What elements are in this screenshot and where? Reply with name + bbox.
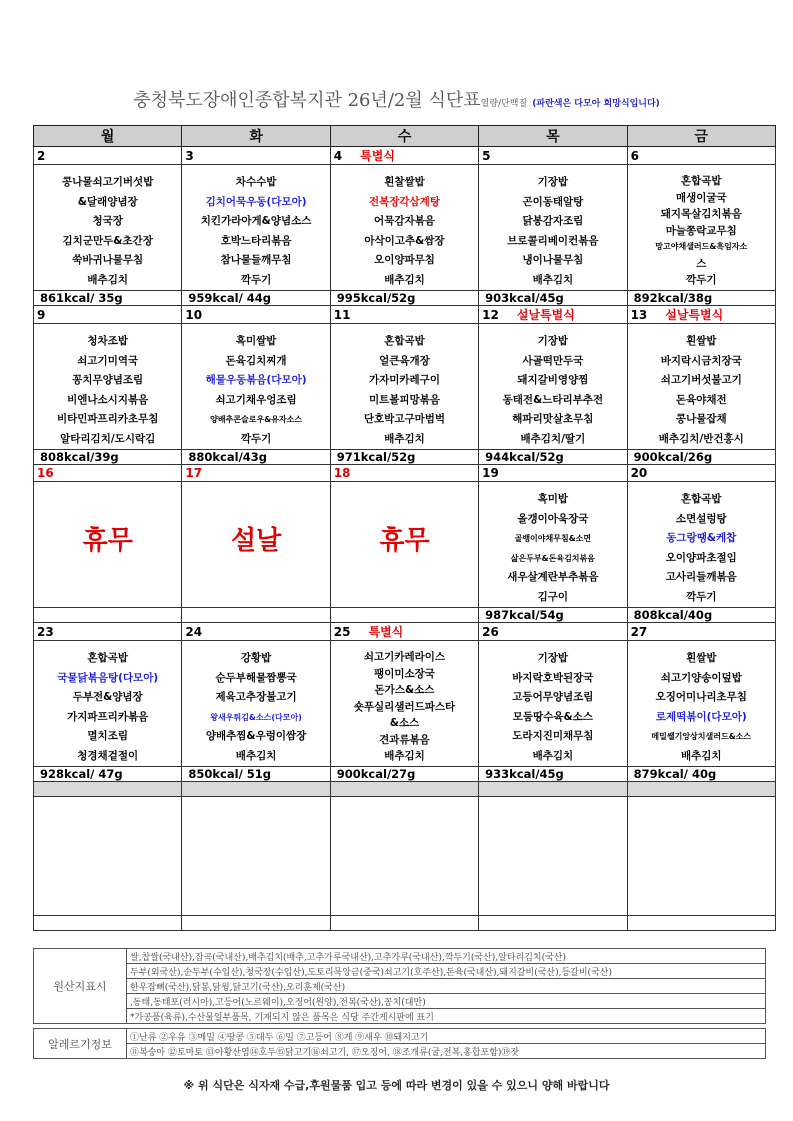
- menu-item-list: [479, 641, 626, 766]
- menu-cell: [182, 641, 330, 767]
- weekday-fri: 금: [627, 126, 775, 147]
- origin-line: 쌀,찹쌀(국내산),잡곡(국내산),배추김치(배추,고추가루국내산),고추가루(국내산),깍두기(국산),알타리김치(국산): [127, 949, 766, 964]
- menu-item: 냉이나물무침: [522, 254, 584, 266]
- footer-note: ※ 위 식단은 식자재 수급,후원물품 입고 등에 따라 변경이 있을 수 있으니 양해 바랍니다: [183, 1079, 610, 1092]
- date-number: 6: [630, 148, 639, 163]
- date-number: 12: [482, 308, 499, 322]
- menu-item: 전복장각삼계탕: [368, 195, 440, 208]
- menu-cell: [182, 324, 330, 450]
- menu-cell: [330, 324, 478, 450]
- kcal-cell: 808kcal/40g: [627, 608, 775, 623]
- empty-cell: [182, 916, 330, 931]
- date-cell: [182, 306, 330, 324]
- origin-row: [34, 1009, 766, 1024]
- menu-item: 해물우동볶음(다모아): [205, 374, 307, 386]
- menu-item: 혼합곡밥: [384, 335, 425, 347]
- menu-item: 깍두기: [240, 273, 272, 286]
- menu-item-list: [628, 165, 775, 289]
- date-cell: [627, 465, 775, 482]
- kcal-cell: 808kcal/39g: [34, 450, 182, 465]
- menu-item: 김치어묵우동(다모아): [205, 195, 307, 208]
- kcal-cell: 944kcal/52g: [479, 450, 627, 465]
- kcal-cell: [182, 608, 330, 623]
- menu-item: 치킨가라아게&양념소스: [200, 215, 312, 227]
- special-meal-badge: 특별식: [368, 625, 404, 639]
- menu-item: 매생이굴국: [675, 191, 727, 204]
- menu-item: 기장밥: [537, 652, 569, 664]
- menu-item: 콩나물쇠고기버섯밥: [62, 176, 154, 188]
- empty-cell: [479, 797, 627, 916]
- menu-cell: [182, 482, 330, 608]
- date-cell: [34, 623, 182, 641]
- kcal-cell: 879kcal/ 40g: [627, 767, 775, 782]
- menu-item: 오이양파초절임: [665, 551, 737, 564]
- menu-item: 차수수밥: [235, 176, 277, 188]
- menu-cell: [479, 482, 627, 608]
- menu-cell: [34, 482, 182, 608]
- menu-item: 배추김치: [532, 749, 574, 762]
- menu-item: 쇠고기버섯불고기: [660, 374, 742, 386]
- holiday-label: 설날: [230, 526, 282, 556]
- menu-row: [34, 482, 776, 608]
- menu-item: 올갱이아욱장국: [517, 512, 589, 525]
- menu-item: 국물닭볶음탕(다모아): [57, 671, 159, 684]
- allergy-line: ①난류 ②우유 ③메밀 ④땅콩 ⑤대두 ⑥밀 ⑦고등어 ⑧게 ⑨새우 ⑩돼지고기: [127, 1029, 766, 1044]
- holiday-label: 휴무: [379, 526, 430, 556]
- menu-item: 청차조밥: [87, 335, 128, 347]
- menu-item: 깍두기: [686, 590, 717, 603]
- date-number: 18: [333, 466, 351, 480]
- menu-item: 스: [696, 257, 707, 270]
- menu-item: 청국장: [92, 215, 123, 227]
- menu-table: [33, 125, 776, 931]
- menu-item: 견과류볶음: [379, 733, 430, 746]
- menu-cell: [627, 641, 775, 767]
- menu-item: 미트볼피망볶음: [368, 393, 440, 406]
- origin-line: ,동태,동태포(러시아),고등어(노르웨이),오징어(원양),전복(국산),꽁치(대만): [127, 994, 766, 1009]
- empty-cell: [182, 782, 330, 797]
- kcal-cell: 900kcal/27g: [330, 767, 478, 782]
- menu-cell: [627, 324, 775, 450]
- menu-item: 도라지진미채무침: [512, 730, 594, 742]
- date-number: 26: [482, 624, 499, 639]
- kcal-cell: 880kcal/43g: [182, 450, 330, 465]
- menu-item: 비타민파프리카초무침: [56, 413, 159, 425]
- weekday-tue: 화: [182, 126, 330, 147]
- date-cell: [479, 306, 627, 324]
- menu-item: 닭봉감자조림: [522, 215, 584, 227]
- kcal-cell: 971kcal/52g: [330, 450, 478, 465]
- origin-row: [34, 979, 766, 994]
- weekday-wed: 수: [330, 126, 478, 147]
- menu-item: &달래양념장: [77, 195, 138, 208]
- date-number: 10: [185, 307, 203, 322]
- weekday-mon: 월: [34, 126, 182, 147]
- menu-item: 해파리맛살초무침: [512, 413, 594, 425]
- origin-row: [34, 949, 766, 964]
- menu-item: 두부전&양념장: [72, 691, 143, 703]
- menu-cell: [34, 165, 182, 291]
- menu-item: 가자미카레구이: [368, 374, 440, 386]
- menu-item: 왕새우튀김&소스(다모아): [210, 712, 302, 722]
- menu-item: 깍두기: [686, 274, 717, 286]
- date-cell: [627, 623, 775, 641]
- menu-item: 배추김치/반건홍시: [658, 432, 744, 445]
- date-cell: [330, 623, 478, 641]
- date-number: 16: [37, 466, 54, 480]
- menu-item: 청경채겉절이: [77, 749, 139, 762]
- menu-item: 단호박고구마범벅: [363, 413, 446, 425]
- menu-item-list: [182, 324, 329, 449]
- menu-row: [34, 324, 776, 450]
- origin-line: *가공품(육류),수산물일부품목, 기재되지 않은 품목은 식당 주간게시판에 표기: [127, 1009, 766, 1024]
- menu-item-list: [182, 641, 329, 766]
- date-cell: [479, 623, 627, 641]
- empty-cell: [330, 797, 478, 916]
- menu-item: 동그랑땡&케찹: [666, 532, 737, 544]
- menu-item-list: [34, 641, 181, 766]
- date-cell: [330, 306, 478, 324]
- menu-item: 얼큰육개장: [379, 354, 430, 367]
- empty-row: [34, 797, 776, 916]
- date-number: 20: [630, 466, 648, 480]
- kcal-cell: 928kcal/ 47g: [34, 767, 182, 782]
- menu-item: 꽁치무양념조림: [72, 374, 144, 386]
- date-number: 27: [630, 624, 648, 639]
- menu-item: &소스: [389, 717, 420, 729]
- empty-cell: [627, 782, 775, 797]
- kcal-cell: 861kcal/ 35g: [34, 291, 182, 306]
- menu-item: 순두부해물짬뽕국: [215, 671, 297, 684]
- kcal-row: [34, 291, 776, 306]
- menu-item: 참나물들깨무침: [220, 254, 292, 266]
- menu-row: [34, 165, 776, 291]
- kcal-cell: 903kcal/45g: [479, 291, 627, 306]
- date-row: [34, 465, 776, 482]
- kcal-row: [34, 608, 776, 623]
- origin-label: 원산지표시: [34, 949, 127, 1024]
- page-title: [0, 86, 793, 112]
- menu-item-list: [34, 324, 181, 449]
- menu-cell: [479, 165, 627, 291]
- date-number: 9: [37, 307, 46, 322]
- menu-item: 곤이동태알탕: [522, 195, 584, 208]
- menu-item: 혼합곡밥: [680, 175, 722, 187]
- menu-row: [34, 641, 776, 767]
- kcal-cell: 933kcal/45g: [479, 767, 627, 782]
- menu-item: 어묵감자볶음: [374, 215, 435, 227]
- menu-item: 배추김치: [87, 273, 128, 286]
- menu-item: 알타리김치/도시락김: [60, 432, 156, 445]
- menu-item: 김구이: [537, 590, 569, 603]
- menu-item: 기장밥: [537, 176, 569, 188]
- date-cell: [330, 465, 478, 482]
- menu-item: 망고야채샐러드&흑임자소: [655, 242, 748, 251]
- menu-item: 새우살계란부추볶음: [507, 571, 599, 583]
- menu-item: 제육고추장불고기: [215, 691, 297, 703]
- menu-item: 호박느타리볶음: [220, 234, 292, 247]
- allergy-table: [33, 1028, 766, 1059]
- menu-cell: [182, 165, 330, 291]
- date-number: 19: [482, 466, 499, 480]
- menu-item: 기장밥: [537, 335, 569, 347]
- date-number: 13: [630, 308, 648, 322]
- empty-cell: [627, 797, 775, 916]
- date-number: 24: [185, 624, 203, 639]
- empty-cell: [330, 916, 478, 931]
- empty-row: [34, 916, 776, 931]
- menu-item: 소면설렁탕: [675, 512, 727, 525]
- menu-item: 가지파프리카볶음: [67, 710, 149, 723]
- allergy-label: 알레르기정보: [34, 1029, 127, 1059]
- menu-item: 로제떡볶이(다모아): [655, 710, 747, 723]
- weekday-header-row: [34, 126, 776, 147]
- menu-item: 혼합곡밥: [680, 493, 722, 505]
- menu-item-list: [331, 165, 478, 290]
- menu-item: 마늘쫑락교무침: [665, 224, 737, 237]
- kcal-cell: 959kcal/ 44g: [182, 291, 330, 306]
- date-number: 3: [185, 148, 194, 163]
- date-cell: [627, 306, 775, 324]
- menu-item: 돈육야채전: [675, 393, 727, 406]
- menu-item: 바지락시금치장국: [660, 354, 742, 367]
- menu-item: 동태전&느타리부추전: [502, 393, 604, 406]
- holiday-label: 휴무: [82, 526, 133, 556]
- date-cell: [479, 147, 627, 165]
- kcal-cell: 892kcal/38g: [627, 291, 775, 306]
- kcal-cell: [330, 608, 478, 623]
- menu-cell: [479, 641, 627, 767]
- date-row: [34, 623, 776, 641]
- title-text: 충청북도장애인종합복지관 26년/2월 식단표: [133, 90, 481, 111]
- empty-cell: [182, 797, 330, 916]
- menu-item: 오징어미나리초무침: [655, 691, 747, 703]
- date-number: 2: [37, 148, 46, 163]
- special-meal-badge: 설날특별식: [665, 308, 724, 322]
- empty-cell: [34, 782, 182, 797]
- menu-item: 삶은두부&돈육김치볶음: [510, 553, 595, 563]
- menu-item: 배추김치/딸기: [520, 432, 586, 445]
- menu-item: 팽이미소장국: [374, 667, 435, 680]
- menu-item: 사골떡만두국: [522, 354, 584, 367]
- menu-item: 흰쌀밥: [686, 652, 717, 664]
- kcal-cell: 987kcal/54g: [479, 608, 627, 623]
- origin-line: 두부(외국산),순두부(수입산),청국장(수입산),도토리묵앙금(중국)쇠고기(호주산),돈육(국내산),돼지갈비(국산),등갈비(국산): [127, 964, 766, 979]
- menu-cell: [627, 482, 775, 608]
- menu-item: 배추김치: [384, 432, 425, 445]
- menu-item-list: [331, 641, 478, 765]
- menu-item-list: [479, 165, 626, 290]
- menu-item: 양배추콘슬로우&유자소스: [210, 415, 303, 424]
- menu-item: 쇠고기채우엉조림: [215, 393, 297, 406]
- menu-item: 오이양파무침: [374, 254, 435, 266]
- allergy-line: ⑪복숭아 ⑫토마토 ⑬아황산염⑭호두⑮닭고기⑯쇠고기, ⑰오징어, ⑱조개류(굴,전복,홍합포함)⑲잣: [127, 1044, 766, 1059]
- menu-item: 아삭이고추&쌈장: [364, 234, 445, 247]
- origin-line: 한우잡뼈(국산),닭봉,닭윙,닭고기(국산),오리훈제(국산): [127, 979, 766, 994]
- menu-item: 깍두기: [240, 432, 272, 445]
- menu-item: 고등어무양념조림: [512, 691, 594, 703]
- menu-item: 메밀쌜기앙상치샐러드&소스: [651, 732, 752, 741]
- kcal-cell: 900kcal/26g: [627, 450, 775, 465]
- menu-cell: [34, 324, 182, 450]
- menu-item: 숏푸실리샐러드파스타: [353, 700, 456, 713]
- empty-cell: [34, 916, 182, 931]
- menu-item: 흑미밥: [537, 493, 569, 505]
- allergy-row: [34, 1029, 766, 1044]
- date-cell: [34, 465, 182, 482]
- menu-item: 배추김치: [532, 273, 574, 286]
- date-cell: [182, 147, 330, 165]
- menu-item-list: [479, 482, 626, 607]
- kcal-cell: 995kcal/52g: [330, 291, 478, 306]
- menu-cell: [330, 165, 478, 291]
- menu-item-list: [628, 641, 775, 766]
- empty-cell: [479, 782, 627, 797]
- menu-item: 골뱅이야채무침&소면: [514, 534, 592, 543]
- kcal-row: [34, 450, 776, 465]
- kcal-cell: 850kcal/ 51g: [182, 767, 330, 782]
- menu-cell: [34, 641, 182, 767]
- weekday-thu: 목: [479, 126, 627, 147]
- date-cell: [182, 623, 330, 641]
- date-cell: [34, 147, 182, 165]
- title-subtitle: 열량/단백질: [480, 99, 528, 109]
- menu-item: 쑥바귀나물무침: [72, 254, 144, 266]
- origin-row: [34, 994, 766, 1009]
- menu-cell: [479, 324, 627, 450]
- date-number: 25: [333, 625, 351, 639]
- menu-item: 바지락호박된장국: [512, 671, 594, 684]
- empty-cell: [34, 797, 182, 916]
- menu-item: 브로콜리베이컨볶음: [507, 234, 599, 247]
- menu-item: 흑미쌀밥: [235, 335, 277, 347]
- date-row: [34, 147, 776, 165]
- menu-item: 돼지목살김치볶음: [660, 208, 742, 220]
- menu-cell: [627, 165, 775, 291]
- menu-item: 모둠땅수육&소스: [512, 710, 593, 723]
- kcal-row: [34, 767, 776, 782]
- menu-item: 배추김치: [680, 749, 722, 762]
- date-number: 11: [333, 307, 351, 322]
- menu-item: 배추김치: [384, 750, 425, 762]
- date-cell: [479, 465, 627, 482]
- menu-item-list: [331, 324, 478, 449]
- menu-item-list: [479, 324, 626, 449]
- menu-item: 양배추찜&우렁이쌈장: [205, 730, 307, 742]
- menu-item: 배추김치: [384, 273, 425, 286]
- menu-item: 돈육김치찌개: [225, 354, 287, 367]
- menu-item: 흰찰쌀밥: [384, 176, 425, 188]
- date-cell: [627, 147, 775, 165]
- origin-row: [34, 964, 766, 979]
- menu-item: 고사리들깨볶음: [665, 571, 737, 583]
- date-number: 4: [333, 149, 343, 163]
- menu-item-list: [182, 165, 329, 290]
- special-meal-badge: 특별식: [360, 149, 395, 163]
- menu-item: 강황밥: [240, 652, 272, 664]
- menu-item: 비엔나소시지볶음: [67, 393, 149, 406]
- menu-item: 김치군만두&초간장: [62, 234, 153, 247]
- menu-item: 돼지갈비영양찜: [517, 374, 589, 386]
- menu-item: 배추김치: [235, 749, 277, 762]
- allergy-row: [34, 1044, 766, 1059]
- date-cell: [182, 465, 330, 482]
- empty-cell: [330, 782, 478, 797]
- menu-item-list: [34, 165, 181, 290]
- menu-item: 돈가스&소스: [374, 684, 435, 696]
- kcal-cell: [34, 608, 182, 623]
- menu-item-list: [628, 324, 775, 449]
- date-row: [34, 306, 776, 324]
- empty-gray-row: [34, 782, 776, 797]
- menu-item: 쇠고기카레라이스: [363, 651, 446, 663]
- menu-item: 혼합곡밥: [87, 652, 128, 664]
- menu-item: 흰쌀밥: [686, 335, 717, 347]
- menu-item: 멸치조림: [87, 730, 128, 742]
- special-meal-badge: 설날특별식: [516, 308, 575, 322]
- menu-item: 쇠고기미역국: [77, 354, 139, 367]
- date-number: 17: [185, 466, 203, 480]
- date-number: 23: [37, 624, 54, 639]
- origin-table: [33, 948, 766, 1024]
- empty-cell: [627, 916, 775, 931]
- menu-item-list: [628, 482, 775, 607]
- title-note: (파란색은 다모아 희망식입니다): [532, 99, 660, 109]
- empty-cell: [479, 916, 627, 931]
- date-cell: [330, 147, 478, 165]
- date-number: 5: [482, 148, 491, 163]
- menu-cell: [330, 482, 478, 608]
- date-cell: [34, 306, 182, 324]
- menu-cell: [330, 641, 478, 767]
- menu-item: 콩나물잡채: [675, 413, 727, 425]
- menu-item: 쇠고기양송이덮밥: [660, 671, 742, 684]
